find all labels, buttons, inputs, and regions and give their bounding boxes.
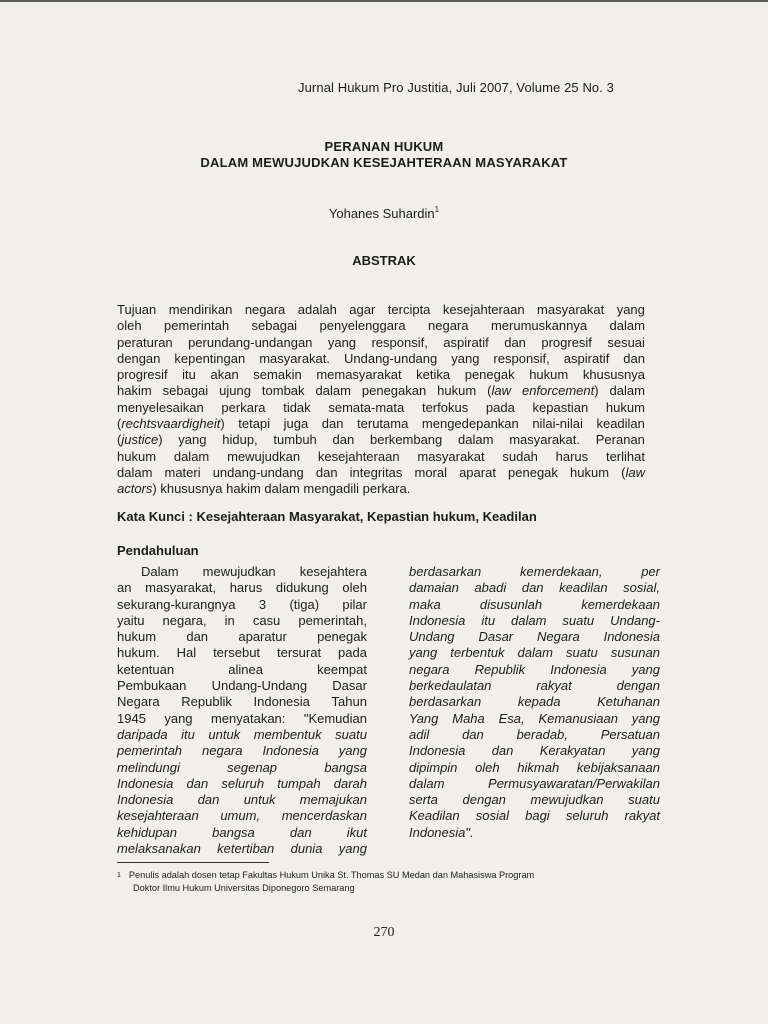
keywords: Kata Kunci : Kesejahteraan Masyarakat, Kepastian hukum, Keadilan [117,509,537,524]
right-column-line [409,825,660,841]
journal-header: Jurnal Hukum Pro Justitia, Juli 2007, Volume 25 No. 3 [298,80,615,95]
word: 3 [258,596,267,612]
word: hakim [117,383,152,399]
word: kesejahteraan [117,808,199,824]
word: terlihat [605,448,645,464]
word: adalah [297,302,337,317]
word: bagi [525,808,550,824]
footnote-mark: 1 [117,872,121,879]
word: beradab, [516,726,568,742]
word: yang [631,661,660,677]
word: dalam [609,318,645,334]
abstract-line [117,481,645,497]
word: Tujuan [117,302,157,317]
left-column-line [117,760,367,776]
word: Republik [474,661,526,677]
word: dan [462,726,484,742]
word: (tiga) [289,596,320,612]
left-column-line [117,662,367,678]
word: dalam [609,383,645,399]
left-column-line [117,564,367,580]
right-column-line [409,808,660,824]
word: tercipta [387,302,431,317]
word: Indonesia [550,661,607,677]
word: segenap [227,759,278,775]
word: dalam [117,464,153,480]
word: kepada [517,694,561,710]
word: kemerdekaan [581,596,660,612]
word: itu [181,726,195,742]
word: alinea [228,661,263,677]
word: suatu [562,612,595,628]
word: moral [414,464,447,480]
word: hukum [605,399,645,415]
word: yang [451,350,480,366]
title-line-2: DALAM MEWUJUDKAN KESEJAHTERAAN MASYARAKAT [200,155,568,170]
abstract-line-text: actors) khususnya hakim dalam mengadili perkara. [117,481,411,497]
right-column-line [409,743,660,759]
word: mewujudkan [530,792,604,808]
word: nilai-nilai [532,416,583,432]
word: ketertiban [217,841,275,857]
word: kemerdekaan, [520,564,603,579]
word: dalam [173,448,210,464]
word: dan [623,350,645,366]
word: penegakan [361,383,427,399]
abstract-line [117,449,645,465]
word: negara [409,661,450,677]
word: memasyarakat [316,367,402,383]
word: harus [229,580,263,596]
word: enforcement) [521,383,599,399]
left-column-line [117,841,367,857]
author-name: Yohanes Suhardin [328,206,435,221]
footnote-rule [117,862,269,863]
word: "Kemudian [303,710,367,726]
word: negara [202,743,243,759]
word: Undang-undang [344,350,438,366]
word: yang [164,710,193,726]
word: integritas [349,464,403,480]
left-column-line [117,678,367,694]
word: Dalam [141,564,179,579]
word: Indonesia [117,775,174,791]
word: progresif [541,334,592,350]
word: mewujudkan [227,448,301,464]
word: Permusyawaratan/Perwakilan [488,775,660,791]
word: aparatur [238,629,287,645]
word: dengan [462,792,506,808]
article-title [0,139,768,171]
word: dan [521,580,544,596]
word: suatu [335,726,367,742]
word: progresif [117,367,168,383]
abstract-line [117,383,645,399]
word: (justice) [117,432,163,448]
word: sosial [475,808,509,824]
word: Negara [117,694,160,710]
word: sebagai [251,318,298,334]
right-column-line [409,678,660,694]
word: mengedepankan [421,416,519,432]
word: Undang [409,629,455,645]
word: casu [252,612,281,628]
word: penegak [508,464,558,480]
author-line [0,206,768,221]
word: memajukan [299,792,367,808]
word: responsif, [493,350,550,366]
word: Ketuhanan [597,694,660,710]
word: Indonesia [603,629,660,645]
word: kesejahtera [299,564,367,579]
word: umum, [220,808,261,824]
word: aparat [459,464,496,480]
word: masyarakat [417,448,485,464]
word: dalam [409,775,445,791]
word: Esa, [498,710,525,726]
word: Undang- [610,612,660,628]
word: bangsa [324,759,367,775]
word: Indonesia [262,743,319,759]
word: adil [409,726,430,742]
word: ketika [416,367,451,383]
word: peraturan [117,334,173,350]
word: Persatuan [600,726,660,742]
word: agar [349,302,376,317]
word: perundang-undangan [188,334,313,350]
word: masyarakat. [509,432,581,448]
word: yang [631,710,660,726]
word: dengan [616,678,660,694]
word: dengan [117,350,161,366]
word: Indonesia [117,792,174,808]
word: dan [491,743,514,759]
word: sekurang-kurangnya [117,596,236,612]
word: dan [186,629,209,645]
word: berdasarkan [409,694,482,710]
word: tombak [261,383,305,399]
word: dalam [517,645,553,661]
word: dipimpin [409,759,458,775]
word: (law [621,464,645,480]
abstract-line [117,432,645,448]
word: hidup, [222,432,258,448]
word: yang [327,334,357,350]
word: serta [409,792,438,808]
right-column-line [409,580,660,596]
left-column-line [117,613,367,629]
right-column-line [409,776,660,792]
word: Dasar [478,629,514,645]
word: terutama [357,416,409,432]
left-column-line [117,629,367,645]
footnote [117,869,677,895]
word: materi [164,464,201,480]
word: keadilan [596,416,645,432]
word: Peranan [595,432,645,448]
title-line-1: PERANAN HUKUM [324,139,444,154]
word: menyatakan: [210,710,286,726]
word: tersurat [277,645,322,661]
section-heading: Pendahuluan [117,543,199,558]
word: semakin [253,367,302,383]
word: hukum [437,383,477,399]
word: damaian [409,580,459,596]
word: masyarakat, [145,580,216,596]
word: hukum [117,629,157,645]
word: seluruh [565,808,609,824]
word: dalam [458,432,494,448]
word: itu [481,612,496,628]
word: Undang-Undang [211,678,308,694]
word: tetapi [238,416,271,432]
word: kesejahteraan [442,302,525,317]
word: in [224,612,235,628]
word: dunia [290,841,323,857]
word: yang [338,743,367,759]
page-number: 270 [373,925,395,940]
word: yang [178,432,207,448]
word: pilar [342,596,367,612]
word: Republik [181,694,232,710]
word: juga [283,416,309,432]
word: Pembukaan [117,678,187,694]
word: berkembang [370,432,443,448]
word: kebijaksanaan [576,759,660,775]
word: terbentuk [450,645,505,661]
word: hukum [570,464,610,480]
word: penyelenggara [319,318,406,334]
word: pemerintah, [298,612,367,628]
word: mewujudkan [202,564,276,579]
word: semata-mata [328,399,405,415]
word: hukum. [117,645,160,661]
word: Indonesia [253,694,310,710]
word: harus [555,448,589,464]
word: penegak [464,367,515,383]
right-column-line [409,662,660,678]
word: khususnya [582,367,645,383]
word: hikmah [517,759,560,775]
word: rakyat [536,678,572,694]
word: yang [616,302,645,317]
word: seluruh [221,775,265,791]
word: negara, [162,612,207,628]
word: (rechtsvaardigheit) [117,416,225,432]
right-column-line [409,792,660,808]
left-column-line [117,711,367,727]
word: dan [186,775,209,791]
word: sudah [502,448,538,464]
word: keempat [317,661,367,677]
left-column-line [117,825,367,841]
word: didukung [275,580,329,596]
word: ujung [219,383,251,399]
word: menyelesaikan [117,399,204,415]
word: pemerintah [117,743,183,759]
word: maka [409,596,441,612]
word: mendirikan [168,302,233,317]
word: an [117,580,132,596]
word: Indonesia [409,612,466,628]
author-footnote-mark: 1 [434,205,440,214]
word: tumbuh [273,432,317,448]
abstract-line [117,416,645,432]
word: hukum [117,448,157,464]
word: yang [409,645,438,661]
word: dan [321,416,344,432]
word: responsif, [371,334,428,350]
word: Hal [176,645,197,661]
word: Kemanusiaan [538,710,618,726]
word: Maha [452,710,485,726]
word: dan [289,824,312,840]
word: masyarakat. [259,350,331,366]
word: berdasarkan [409,564,482,579]
abstract-line [117,465,645,481]
word: kepentingan [174,350,246,366]
word: Dasar [332,678,367,694]
word: keadilan [559,580,608,596]
word: membentuk [253,726,322,742]
word: itu [182,367,196,383]
right-column-line [409,629,660,645]
word: Tahun [331,694,367,710]
word: sosial, [623,580,660,596]
word: sebagai [162,383,209,399]
word: tersebut [213,645,261,661]
right-column-line [409,727,660,743]
word: yaitu [117,612,145,628]
word: untuk [208,726,241,742]
word: negara [428,318,469,334]
word: pemerintah [164,318,230,334]
word: Indonesia [409,743,466,759]
word: kepastian [532,399,589,415]
word: darah [333,775,367,791]
word: untuk [243,792,276,808]
right-column-line [409,564,660,580]
right-column-line [409,760,660,776]
word: merumuskannya [490,318,588,334]
word: akan [210,367,239,383]
word: Indonesia". [409,824,474,840]
left-column-line [117,792,367,808]
abstract-line [117,351,645,367]
word: kesejahteraan [317,448,400,464]
word: suatu [565,645,598,661]
abstract-heading: ABSTRAK [352,253,416,268]
word: tidak [283,399,311,415]
word: undang-undang [212,464,304,480]
word: pada [338,645,367,661]
left-column-line [117,694,367,710]
abstract-line [117,400,645,416]
left-column-line [117,597,367,613]
word: susunan [610,645,660,661]
right-column-line [409,645,660,661]
word: kehidupan [117,824,177,840]
left-column-line [117,808,367,824]
word: hukum [529,367,569,383]
word: dalam [315,383,351,399]
word: (law [487,383,512,399]
word: yang [631,743,660,759]
left-column-line [117,727,367,743]
left-column-line [117,580,367,596]
left-column-line [117,743,367,759]
abstract-line [117,367,645,383]
word: Yang [409,710,439,726]
word: Negara [537,629,580,645]
word: ikut [346,824,367,840]
abstract-line [117,302,645,318]
left-column-line [117,776,367,792]
word: suatu [628,792,660,808]
right-column-line [409,694,660,710]
word: disusunlah [479,596,543,612]
word: oleh [342,580,367,596]
left-column-line [117,645,367,661]
word: masyarakat [537,302,605,317]
footnote-line-2: Doktor Ilmu Hukum Universitas Diponegoro Semarang [133,883,355,893]
word: daripada [117,726,168,742]
word: dan [315,464,338,480]
word: Kerakyatan [539,743,606,759]
word: 1945 [117,710,146,726]
word: negara [244,302,286,317]
word: ketentuan [117,661,175,677]
word: oleh [117,318,142,334]
word: aspiratif [443,334,489,350]
abstract-line [117,318,645,334]
word: melindungi [117,759,180,775]
word: yang [338,841,367,857]
right-column-line [409,597,660,613]
right-column-line [409,613,660,629]
word: dan [197,792,220,808]
word: Keadilan [409,808,460,824]
abstract-line [117,335,645,351]
word: rakyat [624,808,660,824]
word: perkara [221,399,266,415]
word: tumpah [277,775,321,791]
word: mencerdaskan [281,808,367,824]
word: pada [485,399,515,415]
word: melaksanakan [117,841,201,857]
right-column-line [409,711,660,727]
word: dalam [511,612,547,628]
word: berkedaulatan [409,678,492,694]
word: aspiratif [563,350,610,366]
word: oleh [475,759,500,775]
right-column [409,564,660,841]
word: sesuai [607,334,645,350]
abstract-body [117,302,645,498]
word: terfokus [421,399,469,415]
word: abadi [474,580,507,596]
word: bangsa [212,824,255,840]
word: penegak [317,629,367,645]
word: dan [332,432,355,448]
footnote-line-1: Penulis adalah dosen tetap Fakultas Hukum Unika St. Thomas SU Medan dan Mahasiswa Program [128,870,535,880]
left-column [117,564,367,857]
word: per [641,564,660,579]
word: dan [504,334,526,350]
